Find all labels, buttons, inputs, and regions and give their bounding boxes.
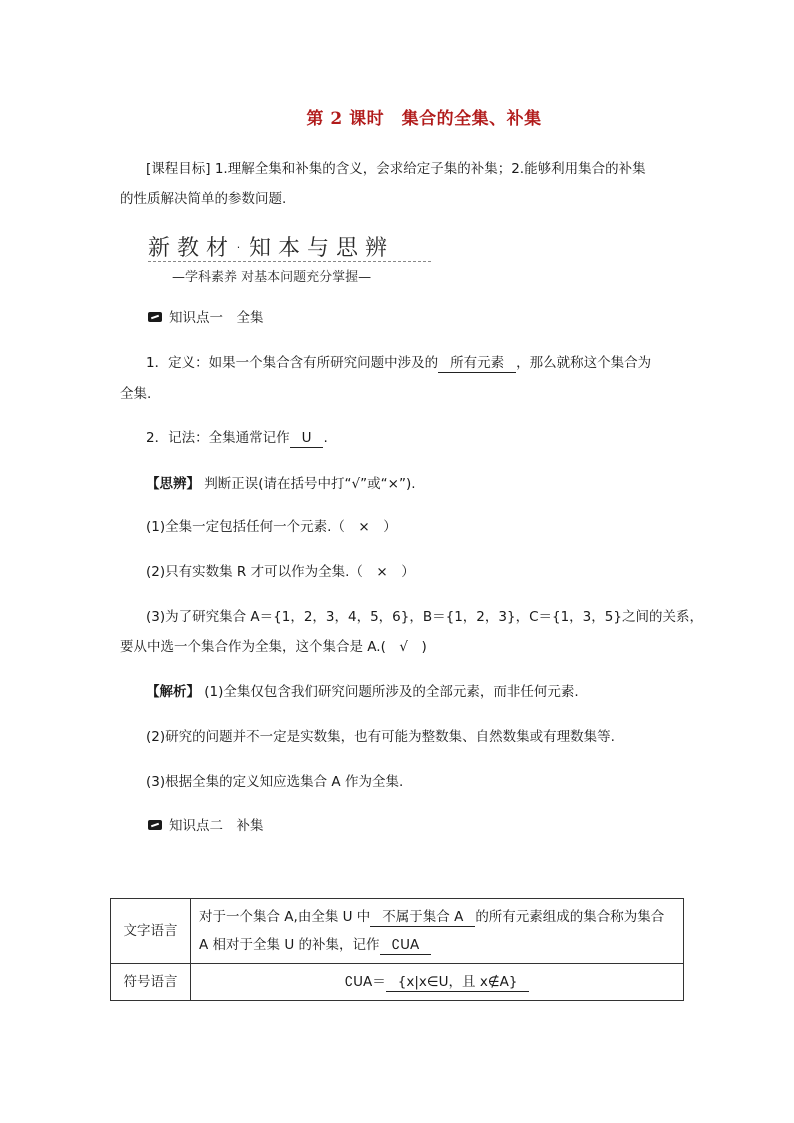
sibian-q3-line-1: (3)为了研究集合 A＝{1，2，3，4，5，6}，B＝{1，2，3}，C＝{1，3，5}之间的关系， <box>146 609 703 625</box>
kp1-def-answer: 所有元素 <box>438 354 516 373</box>
table-text-line-1 <box>199 903 675 931</box>
row2-answer: {x|x∈U，且 x∉A} <box>386 973 530 992</box>
kp1-heading <box>148 303 264 333</box>
table-row-content-text <box>191 899 684 964</box>
table-text-line-2 <box>199 931 675 959</box>
banner-divider <box>148 261 431 262</box>
kp1-definition-line-2: 全集. <box>120 386 152 402</box>
kp1-def-suffix: ，那么就称这个集合为 <box>516 355 652 371</box>
banner-subtitle: —学科素养 对基本问题充分掌握— <box>172 270 372 285</box>
jiexi-a1-text: (1)全集仅包含我们研究问题所涉及的全部元素，而非任何元素. <box>200 684 579 700</box>
kp1-notation-answer: U <box>290 429 324 448</box>
table-row-content-symbol <box>191 964 684 1001</box>
row1-suffix: 的所有元素组成的集合称为集合 <box>475 909 665 925</box>
table-row <box>111 899 684 964</box>
sibian-prompt-text: 判断正误(请在括号中打“√”或“×”). <box>200 476 416 492</box>
objective-line-1: [课程目标] 1.理解全集和补集的含义，会求给定子集的补集；2.能够利用集合的补集 <box>146 161 646 177</box>
kp2-heading <box>148 811 264 841</box>
sibian-q3-line-2: 要从中选一个集合作为全集，这个集合是 A.( √ ) <box>120 639 427 655</box>
jiexi-a2: (2)研究的问题并不一定是实数集，也有可能为整数集、自然数集或有理数集等. <box>146 729 615 745</box>
row1-line2-answer: ∁UA <box>380 936 432 955</box>
pencil-note-icon <box>148 820 162 830</box>
row1-line2-prefix: A 相对于全集 U 的补集，记作 <box>199 937 380 953</box>
banner-heading: 新教材·知本与思辨 <box>148 236 394 261</box>
kp1-notation <box>146 423 328 453</box>
jiexi-a1 <box>146 677 579 707</box>
jiexi-label: 【解析】 <box>146 684 200 700</box>
kp1-definition <box>146 348 651 378</box>
row1-prefix: 对于一个集合 A,由全集 U 中 <box>199 909 371 925</box>
kp1-heading-text: 知识点一 全集 <box>169 310 264 326</box>
table-row-label-text: 文字语言 <box>111 899 191 964</box>
kp1-notation-prefix: 2．记法：全集通常记作 <box>146 430 290 446</box>
complement-table <box>110 898 684 1001</box>
sibian-q2: (2)只有实数集 R 才可以作为全集.（ × ） <box>146 564 415 580</box>
row2-prefix: ∁UA＝ <box>344 974 386 990</box>
pencil-note-icon <box>148 312 162 322</box>
kp1-def-prefix: 1．定义：如果一个集合含有所研究问题中涉及的 <box>146 355 439 371</box>
kp1-notation-suffix: . <box>323 430 328 446</box>
kp2-heading-text: 知识点二 补集 <box>169 818 264 834</box>
sibian-q1: (1)全集一定包括任何一个元素.（ × ） <box>146 519 397 535</box>
jiexi-a3: (3)根据全集的定义知应选集合 A 作为全集. <box>146 774 404 790</box>
page-title: 第 2 课时 集合的全集、补集 <box>306 109 542 129</box>
table-row-label-symbol: 符号语言 <box>111 964 191 1001</box>
table-row <box>111 964 684 1001</box>
sibian-label: 【思辨】 <box>146 476 200 492</box>
sibian-prompt <box>146 469 416 499</box>
row1-answer: 不属于集合 A <box>370 908 475 927</box>
objective-line-2: 的性质解决简单的参数问题. <box>120 191 287 207</box>
